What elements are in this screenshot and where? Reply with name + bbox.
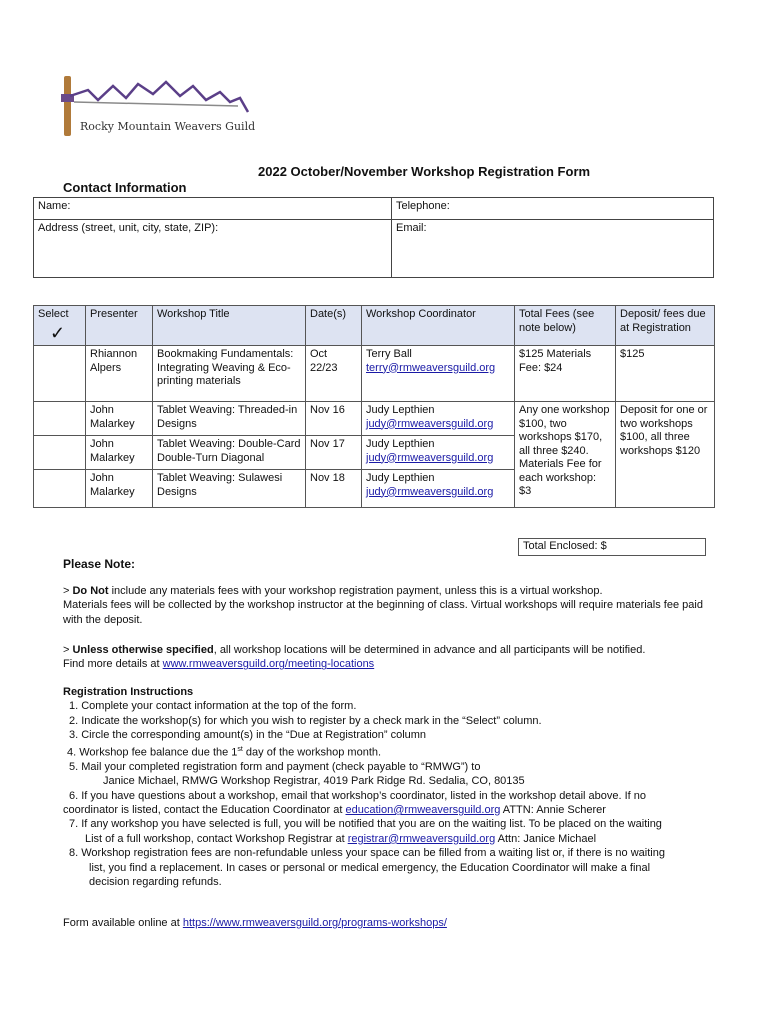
coordinator-name: Terry Ball [366, 348, 412, 360]
presenter-cell: John Malarkey [86, 402, 153, 436]
title-cell: Tablet Weaving: Threaded-in Designs [153, 402, 306, 436]
address-label: Address (street, unit, city, state, ZIP): [38, 222, 219, 234]
please-note-heading: Please Note: [63, 557, 136, 571]
instruction-item-cont: list, you find a replacement. In cases or personal or medical emergency, the Education Coordinator will make a final [89, 861, 651, 874]
telephone-field[interactable] [392, 198, 714, 220]
mountain-line [70, 82, 248, 112]
deposit-cell: $125 [616, 346, 715, 402]
select-cell[interactable] [34, 402, 86, 436]
coordinator-cell [362, 402, 515, 436]
note-materials-fees: > Do Not include any materials fees with your workshop registration payment, unless this is a virtual workshop. Materials fees will be collected by the workshop instructor at the beginning of class. Virtual workshops will require materials fee paid with the deposit. [63, 585, 703, 626]
presenter-cell: John Malarkey [86, 470, 153, 508]
table-header-row [34, 306, 715, 346]
title-cell: Bookmaking Fundamentals: Integrating Weaving & Eco-printing materials [153, 346, 306, 402]
footer: Form available online at https://www.rmweaversguild.org/programs-workshops/ [63, 917, 447, 929]
education-email-link[interactable]: education@rmweaversguild.org [345, 803, 501, 816]
title-cell: Tablet Weaving: Double-Card Double-Turn Diagonal [153, 436, 306, 470]
coordinator-name: Judy Lepthien [366, 438, 435, 450]
instruction-item: 6. If you have questions about a workshop, email that workshop’s coordinator, listed in the workshop detail above. If no [69, 789, 647, 802]
check-icon: ✓ [50, 322, 66, 343]
coordinator-email-link[interactable]: terry@rmweaversguild.org [366, 361, 496, 374]
total-enclosed-field[interactable]: Total Enclosed: $ [518, 538, 706, 556]
coordinator-name: Judy Lepthien [366, 404, 435, 416]
instructions-heading: Registration Instructions [63, 686, 194, 698]
instruction-item-cont: List of a full workshop, contact Workshop Registrar at registrar@rmweaversguild.org Attn: Janice Michael [85, 832, 597, 845]
fees-header: Total Fees (see note below) [515, 306, 616, 346]
meeting-locations-link[interactable]: www.rmweaversguild.org/meeting-locations [162, 658, 375, 671]
telephone-label: Telephone: [396, 200, 450, 212]
fees-cell: $125 Materials Fee: $24 [515, 346, 616, 402]
coordinator-name: Judy Lepthien [366, 472, 435, 484]
workshop-table [33, 305, 715, 508]
registration-instructions [63, 685, 723, 889]
contact-table [33, 197, 714, 278]
instruction-item-cont: decision regarding refunds. [89, 875, 222, 888]
dates-cell: Nov 16 [306, 402, 362, 436]
name-field[interactable] [34, 198, 392, 220]
dates-header: Date(s) [306, 306, 362, 346]
form-title: 2022 October/November Workshop Registration Form [258, 164, 591, 179]
dates-cell: Nov 17 [306, 436, 362, 470]
instruction-item: 8. Workshop registration fees are non-refundable unless your space can be filled from a waiting list or, if there is no waiting [69, 847, 665, 860]
instruction-item: 1. Complete your contact information at the top of the form. [69, 700, 357, 713]
coordinator-cell [362, 436, 515, 470]
title-cell: Tablet Weaving: Sulawesi Designs [153, 470, 306, 508]
logo-text: Rocky Mountain Weavers Guild [80, 120, 256, 133]
select-cell[interactable] [34, 470, 86, 508]
shuttle-shape [64, 76, 71, 136]
table-row [34, 402, 715, 436]
shared-deposit-cell: Deposit for one or two workshops $100, all three workshops $120 [616, 402, 715, 508]
select-cell[interactable] [34, 436, 86, 470]
instruction-item: 4. Workshop fee balance due the 1st day of the workshop month. [67, 745, 382, 759]
registrar-email-link[interactable]: registrar@rmweaversguild.org [347, 832, 496, 845]
instruction-item: 5. Mail your completed registration form and payment (check payable to “RMWG”) to [69, 760, 481, 773]
coordinator-cell [362, 470, 515, 508]
shared-fees-cell: Any one workshop $100, two workshops $170, all three $240. Materials Fee for each workshop: $3 [515, 402, 616, 508]
presenter-cell: Rhiannon Alpers [86, 346, 153, 402]
address-field[interactable] [34, 220, 392, 278]
note-locations: > Unless otherwise specified, all workshop locations will be determined in advance and all participants will be notified. Find more details at www.rmweaversguild.org/meeting-locations [63, 644, 646, 671]
name-label: Name: [38, 200, 71, 212]
coordinator-header: Workshop Coordinator [362, 306, 515, 346]
instruction-item: 3. Circle the corresponding amount(s) in the “Due at Registration” column [69, 729, 427, 742]
instruction-item-cont: coordinator is listed, contact the Education Coordinator at education@rmweaversguild.org ATTN: Annie Scherer [63, 803, 606, 816]
instruction-item: 7. If any workshop you have selected is full, you will be notified that you are on the waiting list. To be placed on the waiting [69, 818, 662, 831]
deposit-header: Deposit/ fees due at Registration [616, 306, 715, 346]
instruction-item: 2. Indicate the workshop(s) for which you wish to register by a check mark in the “Select” column. [69, 714, 542, 727]
coordinator-email-link[interactable]: judy@rmweaversguild.org [366, 485, 494, 498]
title-header: Workshop Title [153, 306, 306, 346]
presenter-header: Presenter [86, 306, 153, 346]
coordinator-email-link[interactable]: judy@rmweaversguild.org [366, 417, 494, 430]
programs-workshops-link[interactable]: https://www.rmweaversguild.org/programs-workshops/ [182, 917, 447, 929]
dates-cell: Nov 18 [306, 470, 362, 508]
email-label: Email: [396, 222, 427, 234]
coordinator-cell [362, 346, 515, 402]
select-header: Select ✓ [34, 306, 86, 346]
presenter-cell: John Malarkey [86, 436, 153, 470]
dates-cell: Oct 22/23 [306, 346, 362, 402]
select-cell[interactable] [34, 346, 86, 402]
registrar-address: Janice Michael, RMWG Workshop Registrar, 4019 Park Ridge Rd. Sedalia, CO, 80135 [103, 775, 525, 788]
coordinator-email-link[interactable]: judy@rmweaversguild.org [366, 451, 494, 464]
email-field[interactable] [392, 220, 714, 278]
table-row [34, 346, 715, 402]
contact-heading: Contact Information [63, 180, 187, 195]
